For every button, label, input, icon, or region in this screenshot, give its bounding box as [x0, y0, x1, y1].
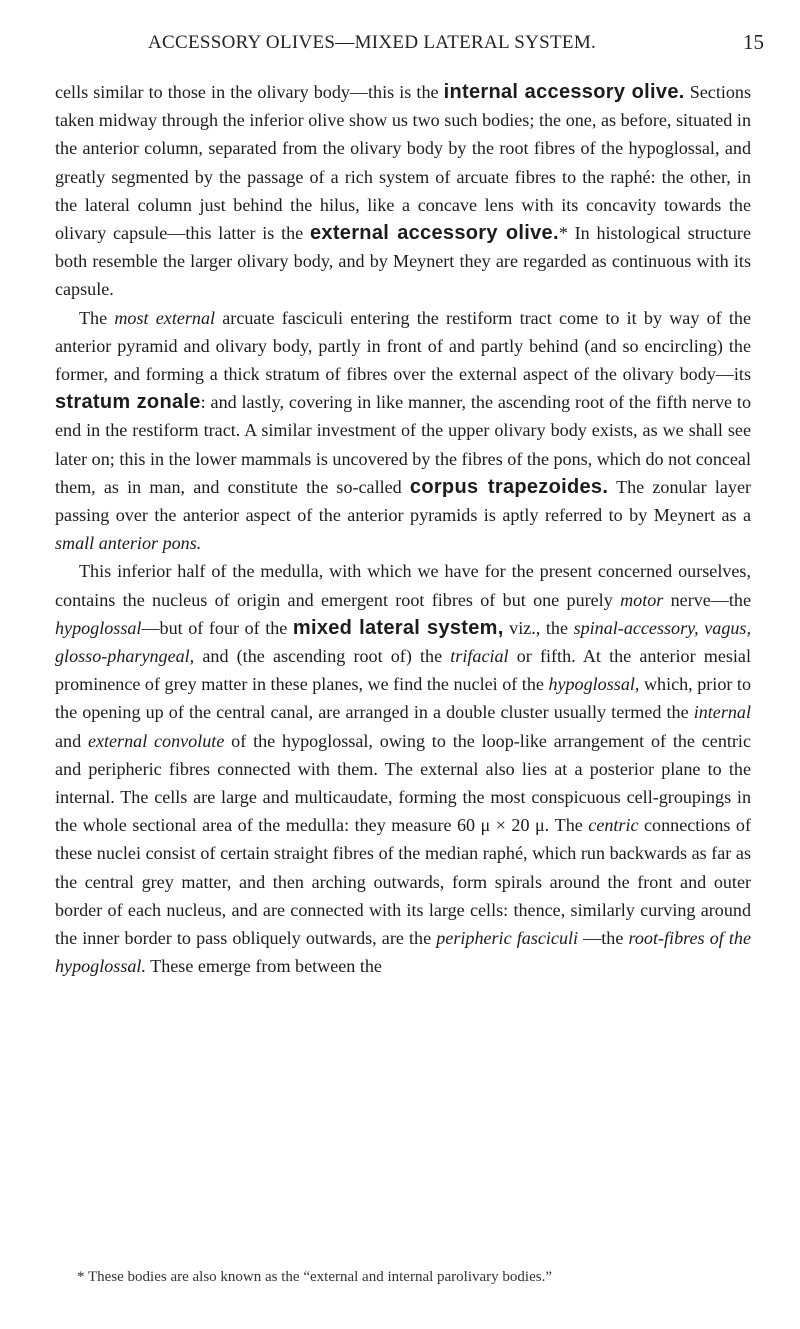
italic-term: centric [588, 815, 639, 836]
body-text [55, 78, 751, 981]
italic-term: external convolute [87, 730, 225, 751]
text-run: which, prior to the opening up of the central canal, are arranged in a double cluster usually termed the [55, 674, 751, 723]
italic-term: internal [693, 702, 751, 723]
bold-term: internal accessory olive. [443, 81, 685, 103]
italic-term: root-fibres of the hypoglossal. [55, 928, 752, 977]
italic-term: trifacial [450, 646, 509, 667]
paragraph-3 [55, 557, 751, 980]
paragraph-2 [55, 304, 751, 558]
text-run: and [55, 730, 88, 751]
text-run: of the hypoglossal, owing to the loop-like arrangement of the centric and peripheric fibres connected with them. The external also lies at a posterior plane to the internal. The cells are large and multicaudate, forming the most conspicuous cell-groupings in the whole sectional area of the medulla: they measure 60 μ × 20 μ. The [55, 730, 751, 836]
paragraph-1 [55, 78, 751, 304]
italic-term: spinal-accessory, vagus, glosso-pharyngeal, [55, 617, 751, 667]
italic-term: small anterior pons. [55, 533, 202, 554]
text-run: These emerge from between the [145, 956, 382, 977]
bold-term: corpus trapezoides. [409, 475, 609, 498]
bold-term: stratum zonale [55, 391, 201, 414]
italic-term: hypoglossal, [548, 674, 640, 695]
running-header [78, 20, 764, 64]
text-run: * In histological structure both resemble the larger olivary body, and by Meynert they are regarded as continuous with its capsule. [55, 223, 751, 300]
text-run: arcuate fasciculi entering the restiform tract come to it by way of the anterior pyramid and olivary body, partly in front of and partly behind (and so encircling) the former, and forming a thick stratum of fibres over the external aspect of the olivary body—its [55, 307, 751, 385]
running-title: ACCESSORY OLIVES—MIXED LATERAL SYSTEM. [148, 32, 597, 53]
text-run: and (the ascending root of) the [194, 646, 451, 667]
text-run: connections of these nuclei consist of certain straight fibres of the median raphé, which run backwards as far as the central grey matter, and then arching outwards, form spirals around the front and outer border of each nucleus, and are connected with its large cells: thence, similarly curving around the inner border to pass obliquely outwards, are the [55, 815, 751, 949]
text-run: Sections taken midway through the inferior olive show us two such bodies; the one, as before, situated in the anterior column, separated from the olivary body by the root fibres of the hypoglossal, and greatly segmented by the passage of a rich system of arcuate fibres to the raphé: the other, in the lateral column just behind the hilus, like a concave lens with its concavity towards the olivary capsule—this latter is the [55, 82, 752, 244]
text-run: cells similar to those in the olivary body—this is the [55, 82, 444, 102]
italic-term: peripheric fasciculi [436, 928, 579, 949]
italic-term: hypoglossal [55, 617, 142, 638]
italic-term: motor [620, 589, 664, 610]
italic-term: most external [114, 307, 216, 328]
text-run: nerve—the [663, 589, 752, 610]
footnote: * These bodies are also known as the “external and internal parolivary bodies.” [77, 1269, 552, 1285]
text-run: —but of four of the [141, 617, 293, 638]
text-run: or fifth. At the anterior mesial prominence of grey matter in these planes, we find the nuclei of the [55, 646, 751, 695]
bold-term: mixed lateral system, [292, 616, 504, 639]
text-run: : and lastly, covering in like manner, the ascending root of the fifth nerve to end in the restiform tract. A similar investment of the upper olivary body exists, as we shall see later on; this in the lower mammals is uncovered by the fibres of the pons, which do not conceal them, as in man, and constitute the so-called [55, 392, 751, 497]
page-number: 15 [743, 30, 764, 54]
text-run: This inferior half of the medulla, with which we have for the present concerned ourselves, contains the nucleus of origin and emergent root fibres of but one purely [55, 561, 751, 610]
bold-term: external accessory olive. [309, 222, 559, 245]
text-run: viz., the [503, 617, 574, 638]
text-run: The zonular layer passing over the anterior aspect of the anterior pyramids is aptly referred to by Meynert as a [55, 476, 751, 526]
text-run: —the [578, 928, 629, 949]
text-run: The [79, 307, 115, 328]
